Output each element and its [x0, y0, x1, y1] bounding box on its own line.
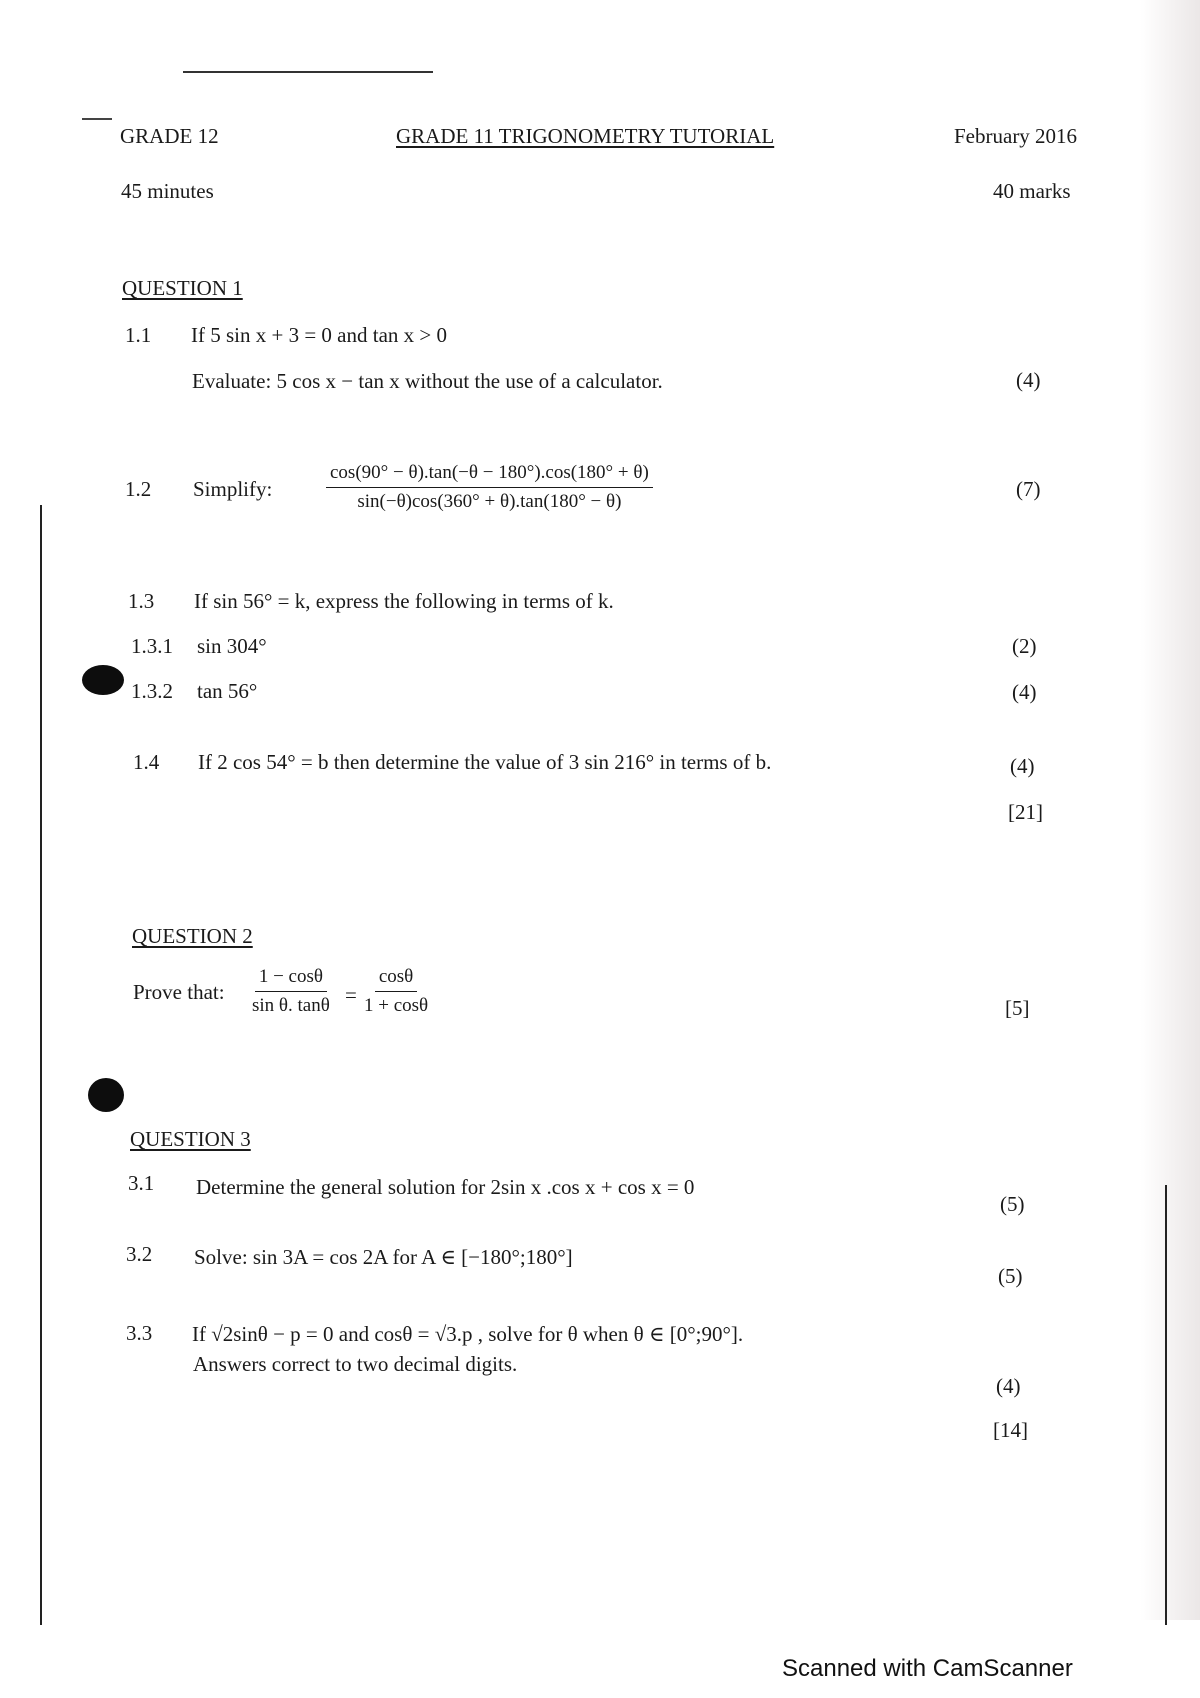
q1-1-condition: If 5 sin x + 3 = 0 and tan x > 0 — [191, 323, 447, 347]
q2-rhs-denominator: 1 + cosθ — [364, 995, 429, 1016]
question-3-heading: QUESTION 3 — [130, 1127, 251, 1151]
q2-label: Prove that: — [133, 980, 225, 1004]
q3-2-number: 3.2 — [126, 1242, 153, 1266]
grade-label: GRADE 12 — [120, 124, 219, 148]
q1-2-denominator: sin(−θ)cos(360° + θ).tan(180° − θ) — [357, 491, 622, 512]
q1-1-number: 1.1 — [125, 323, 152, 347]
q3-3-condition: If √2sinθ − p = 0 and cosθ = √3.p , solve for θ when θ ∈ [0°;90°]. — [192, 1322, 744, 1346]
scan-shadow — [1140, 0, 1200, 1620]
right-margin-line — [1165, 1185, 1167, 1625]
punch-hole-mark-2 — [88, 1078, 124, 1112]
q1-4-text: If 2 cos 54° = b then determine the value of 3 sin 216° in terms of b. — [198, 750, 772, 774]
q1-3-2-text: tan 56° — [197, 679, 258, 703]
q3-total: [14] — [993, 1418, 1028, 1442]
q2-lhs-fraction — [248, 966, 334, 1017]
q1-total: [21] — [1008, 800, 1043, 824]
q3-1-marks: (5) — [1000, 1192, 1025, 1216]
q1-2-label: Simplify: — [193, 477, 273, 501]
q3-2-text: Solve: sin 3A = cos 2A for A ∈ [−180°;180°] — [194, 1245, 573, 1269]
q2-equals: = — [345, 983, 357, 1007]
q1-3-1-number: 1.3.1 — [131, 634, 173, 658]
q2-lhs-denominator: sin θ. tanθ — [252, 995, 330, 1016]
q1-3-2-marks: (4) — [1012, 680, 1037, 704]
q1-4-number: 1.4 — [133, 750, 160, 774]
q1-3-number: 1.3 — [128, 589, 155, 613]
q1-2-numerator: cos(90° − θ).tan(−θ − 180°).cos(180° + θ) — [326, 462, 653, 488]
q3-3-marks: (4) — [996, 1374, 1021, 1398]
q3-2-marks: (5) — [998, 1264, 1023, 1288]
q3-3-number: 3.3 — [126, 1321, 153, 1345]
q1-2-number: 1.2 — [125, 477, 152, 501]
left-margin-line — [40, 505, 42, 1625]
total-marks: 40 marks — [993, 179, 1071, 203]
q1-3-1-text: sin 304° — [197, 634, 267, 658]
exam-date: February 2016 — [954, 124, 1078, 148]
punch-hole-mark-1 — [82, 665, 124, 695]
q3-1-number: 3.1 — [128, 1171, 155, 1195]
q1-3-1-marks: (2) — [1012, 634, 1037, 658]
q1-2-fraction — [326, 462, 653, 513]
q2-marks: [5] — [1005, 996, 1030, 1020]
q1-3-2-number: 1.3.2 — [131, 679, 173, 703]
q2-rhs-fraction — [360, 966, 432, 1017]
margin-tick — [82, 118, 112, 120]
top-rule — [183, 71, 433, 73]
camscanner-watermark: Scanned with CamScanner — [782, 1655, 1073, 1682]
q1-4-marks: (4) — [1010, 754, 1035, 778]
q2-lhs-numerator: 1 − cosθ — [255, 966, 327, 992]
q1-2-marks: (7) — [1016, 477, 1041, 501]
tutorial-title: GRADE 11 TRIGONOMETRY TUTORIAL — [396, 124, 775, 148]
q1-3-text: If sin 56° = k, express the following in terms of k. — [194, 589, 614, 613]
q1-1-marks: (4) — [1016, 368, 1041, 392]
question-2-heading: QUESTION 2 — [132, 924, 253, 948]
question-1-heading: QUESTION 1 — [122, 276, 243, 300]
duration: 45 minutes — [121, 179, 214, 203]
q3-3-instruction: Answers correct to two decimal digits. — [193, 1352, 518, 1376]
q3-1-text: Determine the general solution for 2sin x .cos x + cos x = 0 — [196, 1175, 695, 1199]
q2-rhs-numerator: cosθ — [375, 966, 417, 992]
q1-1-instruction: Evaluate: 5 cos x − tan x without the use of a calculator. — [192, 369, 663, 393]
